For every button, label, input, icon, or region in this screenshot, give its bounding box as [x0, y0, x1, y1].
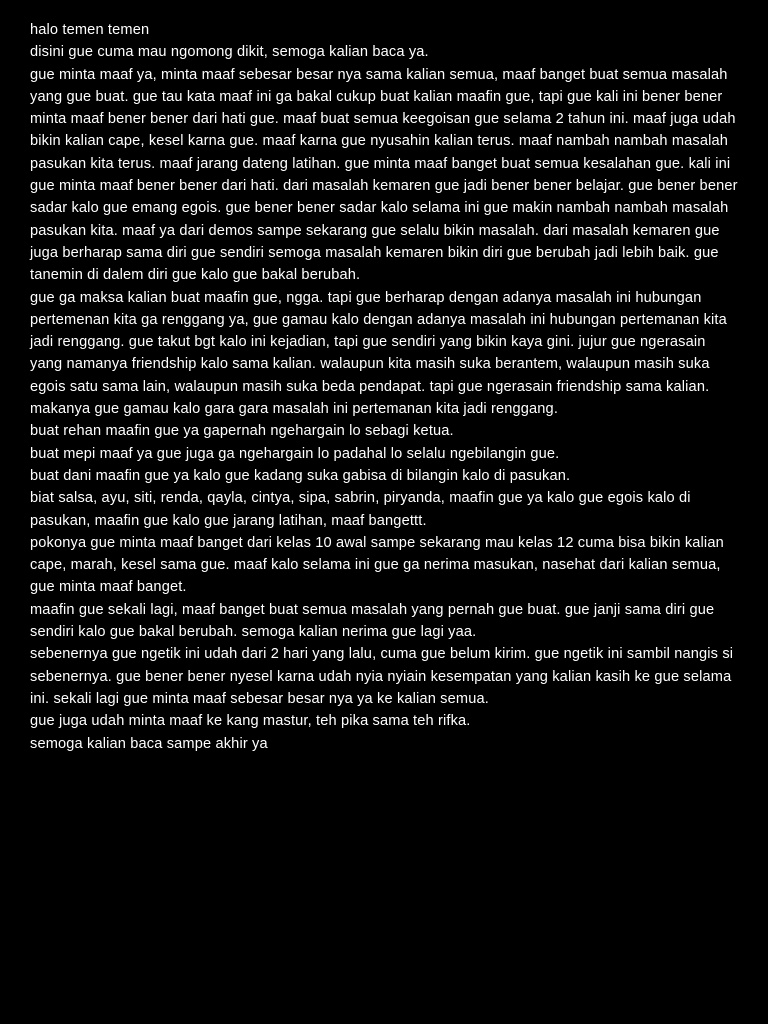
note-line-closing: semoga kalian baca sampe akhir ya — [30, 735, 268, 752]
note-line-greeting: halo temen temen — [30, 22, 150, 38]
note-line-team-members: biat salsa, ayu, siti, renda, qayla, cintya, sipa, sabrin, piryanda, maafin gue ya kalo gue egois kalo di pasukan, maafin gue kalo gue jarang latihan, maaf bangettt. — [30, 490, 691, 529]
note-line-renggang: makanya gue gamau kalo gara gara masalah ini pertemanan kita jadi renggang. — [30, 401, 559, 418]
note-line-mepi: buat mepi maaf ya gue juga ga ngehargain lo padahal lo selalu ngebilangin gue. — [30, 445, 560, 462]
note-line-rehan: buat rehan maafin gue ya gapernah ngehargain lo sebagi ketua. — [30, 423, 454, 440]
note-body[interactable] — [30, 19, 740, 755]
note-paragraph-apology: gue minta maaf ya, minta maaf sebesar besar nya sama kalian semua, maaf banget buat semua masalah yang gue buat. gue tau kata maaf ini ga bakal cukup buat kalian maafin gue, tapi gue kali ini bener bener minta maaf bener bener dari hati gue. maaf buat semua keegoisan gue selama 2 tahun ini. maaf juga udah bikin kalian cape, kesel karna gue. maaf karna gue nyusahin kalian terus. maaf nambah nambah masalah pasukan kita terus. maaf jarang dateng latihan. gue minta maaf banget buat semua kesalahan gue. kali ini gue minta maaf bener bener dari hati. dari masalah kemaren gue jadi bener bener belajar. gue bener bener sadar kalo gue emang egois. gue bener bener sadar kalo selama ini gue makin nambah nambah masalah pasukan kita. maaf ya dari demos sampe sekarang gue selalu bikin masalah. dari masalah kemaren gue juga berharap sama diri gue sendiri semoga masalah kemaren bikin diri gue berubah jadi lebih baik. gue tanemin di dalem diri gue kalo gue bakal berubah. — [30, 66, 738, 284]
note-paragraph-regret: sebenernya gue ngetik ini udah dari 2 hari yang lalu, cuma gue belum kirim. gue ngetik ini sambil nangis si sebenernya. gue bener bener nyesel karna udah nyia nyiain kesempatan yang kalian kasih ke gue selama ini. sekali lagi gue minta maaf sebesar besar nya ya ke kalian semua. — [30, 646, 734, 707]
note-paragraph-promise: maafin gue sekali lagi, maaf banget buat semua masalah yang pernah gue buat. gue janji sama diri gue sendiri kalo gue bakal berubah. semoga kalian nerima gue lagi yaa. — [30, 601, 715, 641]
note-line-mentors: gue juga udah minta maaf ke kang mastur, teh pika sama teh rifka. — [30, 713, 471, 730]
note-paragraph-friendship: gue ga maksa kalian buat maafin gue, ngga. tapi gue berharap dengan adanya masalah ini hubungan pertemenan kita ga renggang ya, gue gamau kalo dengan adanya masalah ini hubungan pertemanan kita jadi renggang. gue takut bgt kalo ini kejadian, tapi gue sendiri yang bikin kaya gini. jujur gue ngerasain yang namanya friendship kalo sama kalian. walaupun kita masih suka berantem, walaupun masih suka egois satu sama lain, walaupun masih suka beda pendapat. tapi gue ngerasain friendship sama kalian. — [30, 289, 727, 395]
note-line-dani: buat dani maafin gue ya kalo gue kadang suka gabisa di bilangin kalo di pasukan. — [30, 467, 571, 484]
note-paragraph-class: pokonya gue minta maaf banget dari kelas 10 awal sampe sekarang mau kelas 12 cuma bisa bikin kalian cape, marah, kesel sama gue. maaf kalo selama ini gue ga nerima masukan, nasehat dari kalian semua, gue minta maaf banget. — [30, 534, 724, 596]
note-line-intro: disini gue cuma mau ngomong dikit, semoga kalian baca ya. — [30, 44, 429, 61]
